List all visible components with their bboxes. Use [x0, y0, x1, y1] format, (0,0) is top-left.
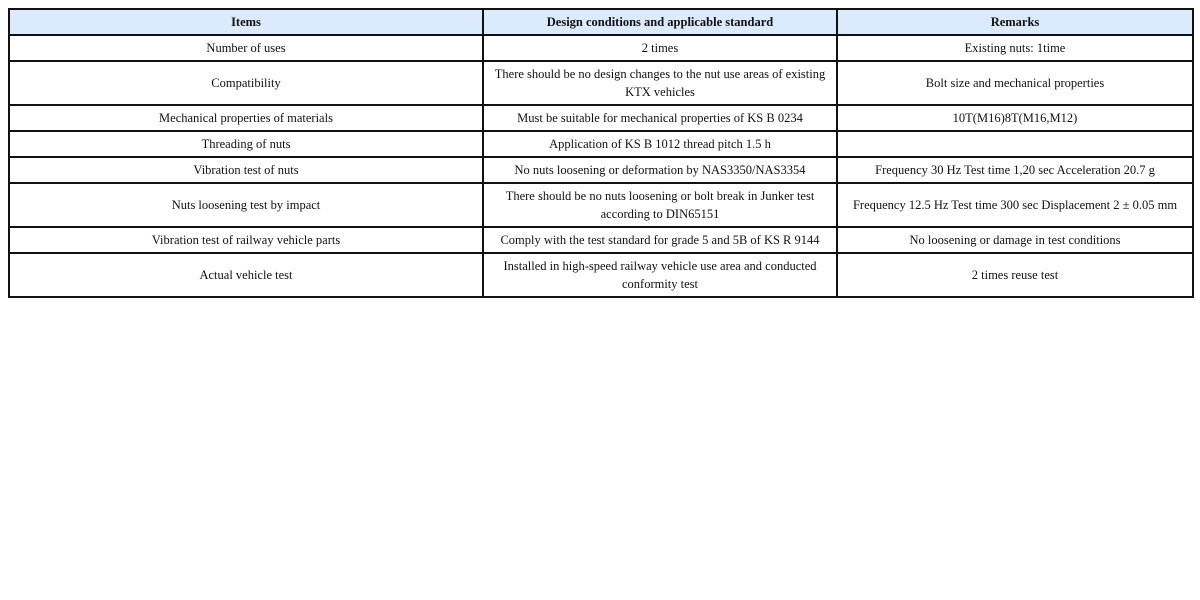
cell-remark: Frequency 12.5 Hz Test time 300 sec Displacement 2 ± 0.05 mm: [837, 183, 1193, 227]
cell-remark: No loosening or damage in test conditions: [837, 227, 1193, 253]
cell-remark: [837, 131, 1193, 157]
cell-design-condition: Comply with the test standard for grade 5 and 5B of KS R 9144: [483, 227, 837, 253]
cell-design-condition: There should be no design changes to the nut use areas of existing KTX vehicles: [483, 61, 837, 105]
cell-design-condition: There should be no nuts loosening or bolt break in Junker test according to DIN65151: [483, 183, 837, 227]
cell-remark: Existing nuts: 1time: [837, 35, 1193, 61]
cell-item: Mechanical properties of materials: [9, 105, 483, 131]
table-container: [8, 8, 1192, 298]
header-design-conditions: Design conditions and applicable standard: [483, 9, 837, 35]
table-row: [9, 35, 1193, 61]
cell-design-condition: Installed in high-speed railway vehicle use area and conducted conformity test: [483, 253, 837, 297]
cell-remark: 2 times reuse test: [837, 253, 1193, 297]
cell-item: Number of uses: [9, 35, 483, 61]
cell-item: Threading of nuts: [9, 131, 483, 157]
cell-design-condition: Must be suitable for mechanical properties of KS B 0234: [483, 105, 837, 131]
table-row: [9, 227, 1193, 253]
cell-design-condition: 2 times: [483, 35, 837, 61]
table-row: [9, 183, 1193, 227]
table-row: [9, 157, 1193, 183]
cell-design-condition: Application of KS B 1012 thread pitch 1.5 h: [483, 131, 837, 157]
cell-item: Vibration test of railway vehicle parts: [9, 227, 483, 253]
table-row: [9, 105, 1193, 131]
cell-remark: Frequency 30 Hz Test time 1,20 sec Acceleration 20.7 g: [837, 157, 1193, 183]
cell-remark: Bolt size and mechanical properties: [837, 61, 1193, 105]
header-items: Items: [9, 9, 483, 35]
cell-remark: 10T(M16)8T(M16,M12): [837, 105, 1193, 131]
cell-item: Nuts loosening test by impact: [9, 183, 483, 227]
cell-item: Vibration test of nuts: [9, 157, 483, 183]
header-remarks: Remarks: [837, 9, 1193, 35]
table-row: [9, 131, 1193, 157]
table-row: [9, 253, 1193, 297]
cell-item: Compatibility: [9, 61, 483, 105]
table-row: [9, 61, 1193, 105]
header-row: [9, 9, 1193, 35]
cell-item: Actual vehicle test: [9, 253, 483, 297]
design-conditions-table: [8, 8, 1194, 298]
cell-design-condition: No nuts loosening or deformation by NAS3350/NAS3354: [483, 157, 837, 183]
